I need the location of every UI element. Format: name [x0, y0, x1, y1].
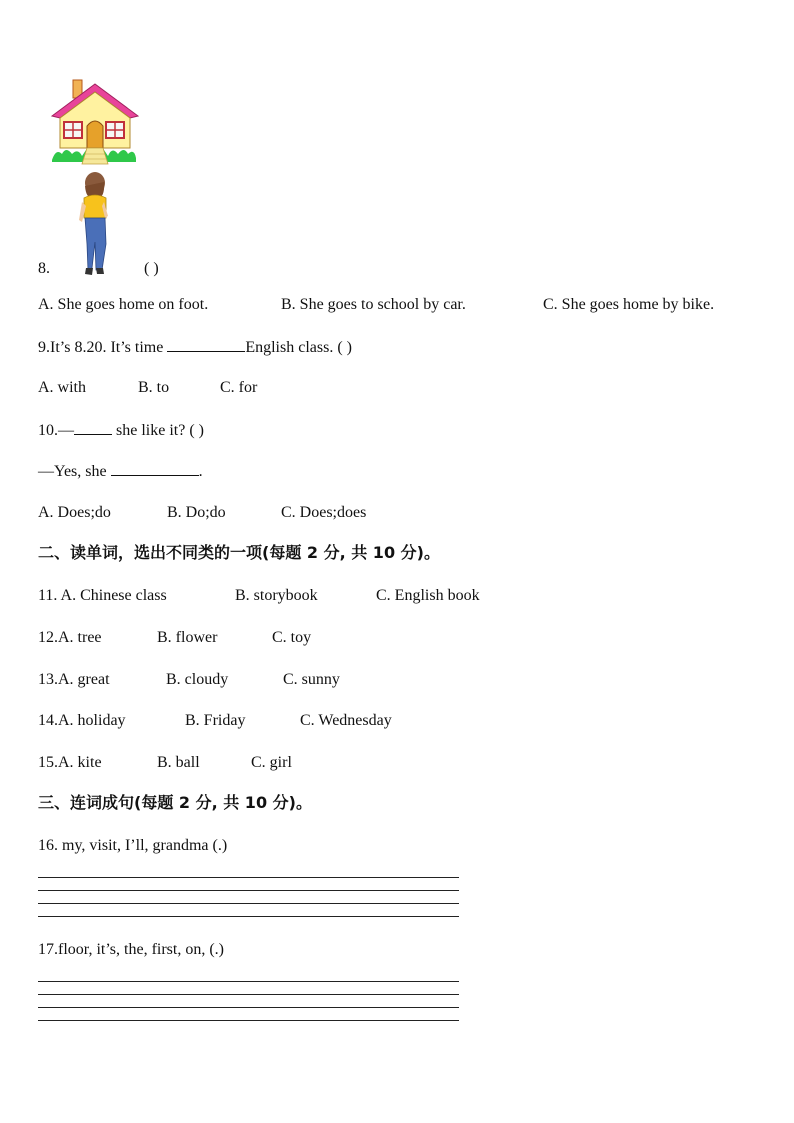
- q13-option-c: C. sunny: [283, 671, 340, 688]
- q14-number: 14.: [38, 712, 58, 729]
- walking-girl-illustration: [78, 172, 114, 276]
- q11-option-a: A. Chinese class: [60, 587, 167, 604]
- q11-option-b: B. storybook: [235, 587, 318, 604]
- q15-option-a: A. kite: [58, 754, 102, 771]
- q17-writing-line-3[interactable]: [38, 1007, 459, 1008]
- q10-stem: [38, 420, 204, 441]
- q10-option-a: A. Does;do: [38, 504, 111, 521]
- q14-option-c: C. Wednesday: [300, 712, 392, 729]
- section-3-heading: 三、连词成句(每题 2 分, 共 10 分)。: [38, 793, 312, 812]
- q15-number: 15.: [38, 754, 58, 771]
- q12-row: [38, 628, 102, 648]
- q16-writing-line-2[interactable]: [38, 890, 459, 891]
- q10-answer-suffix: .: [198, 463, 203, 480]
- q16-prompt: 16. my, visit, I’ll, grandma (.): [38, 837, 228, 854]
- q10-answer-prefix: —Yes, she: [38, 463, 111, 480]
- house-illustration: [50, 78, 140, 166]
- q8-answer-paren: ( ): [144, 260, 159, 277]
- q9-prefix: 9.It’s 8.20. It’s time: [38, 339, 168, 356]
- q8-number: 8.: [38, 260, 50, 277]
- q10-middle: she like it? ( ): [112, 422, 204, 439]
- q10-blank-1: [74, 420, 112, 435]
- q13-option-a: A. great: [58, 671, 110, 688]
- q15-option-c: C. girl: [251, 754, 292, 771]
- q13-row: [38, 670, 110, 690]
- q14-option-a: A. holiday: [58, 712, 126, 729]
- section-2-heading: 二、读单词，选出不同类的一项(每题 2 分, 共 10 分)。: [38, 543, 440, 562]
- q13-option-b: B. cloudy: [166, 671, 229, 688]
- q14-option-b: B. Friday: [185, 712, 246, 729]
- q11-number: 11.: [38, 587, 58, 604]
- q16-writing-line-4[interactable]: [38, 916, 459, 917]
- q15-row: [38, 753, 102, 773]
- q16-writing-line-1[interactable]: [38, 877, 459, 878]
- q12-option-c: C. toy: [272, 629, 312, 646]
- q13-number: 13.: [38, 671, 58, 688]
- q11-row: [38, 586, 167, 606]
- q8-option-c: C. She goes home by bike.: [543, 296, 715, 313]
- q10-option-b: B. Do;do: [167, 504, 226, 521]
- q9-blank: [167, 337, 245, 352]
- q17-writing-line-2[interactable]: [38, 994, 459, 995]
- q9-stem: [38, 337, 352, 358]
- q12-option-a: A. tree: [58, 629, 102, 646]
- q17-writing-line-4[interactable]: [38, 1020, 459, 1021]
- q8-option-b: B. She goes to school by car.: [281, 296, 466, 313]
- q17-prompt: 17.floor, it’s, the, first, on, (.): [38, 941, 224, 958]
- q9-option-c: C. for: [220, 379, 258, 396]
- q10-prefix: 10.—: [38, 422, 74, 439]
- q9-option-b: B. to: [138, 379, 170, 396]
- q10-blank-2: [111, 461, 199, 476]
- q16-writing-line-3[interactable]: [38, 903, 459, 904]
- q11-option-c: C. English book: [376, 587, 480, 604]
- q15-option-b: B. ball: [157, 754, 200, 771]
- q9-option-a: A. with: [38, 379, 86, 396]
- q10-option-c: C. Does;does: [281, 504, 367, 521]
- q8-option-a: A. She goes home on foot.: [38, 296, 209, 313]
- q12-option-b: B. flower: [157, 629, 218, 646]
- q9-suffix: English class. ( ): [245, 339, 352, 356]
- q12-number: 12.: [38, 629, 58, 646]
- q14-row: [38, 711, 126, 731]
- q17-writing-line-1[interactable]: [38, 981, 459, 982]
- q10-answer: [38, 461, 203, 482]
